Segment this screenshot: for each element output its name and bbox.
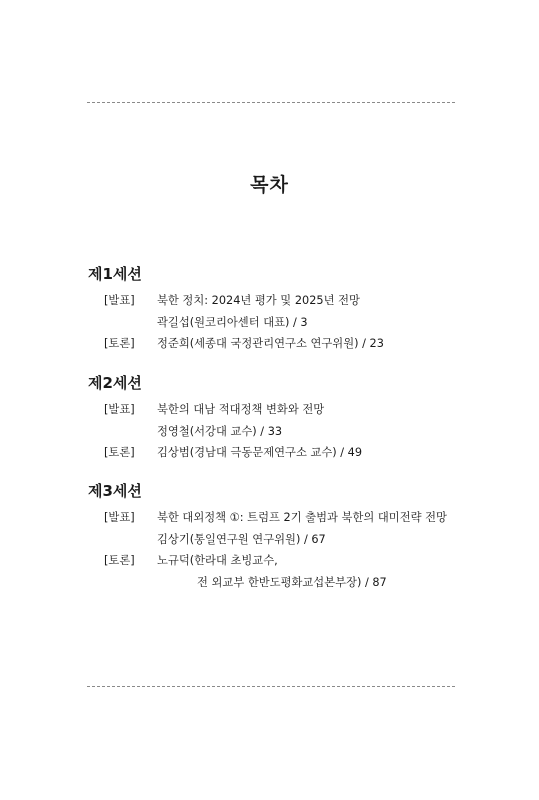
entry-title: 정준희(세종대 국정관리연구소 연구위원) / 23 bbox=[157, 337, 384, 350]
toc-entry-discussion[interactable] bbox=[88, 442, 488, 464]
session-title: 제3세션 bbox=[88, 482, 142, 500]
toc-entry-presentation[interactable] bbox=[88, 507, 488, 550]
entry-tag: [토론] bbox=[104, 446, 135, 459]
entry-tag: [발표] bbox=[104, 403, 135, 416]
entry-tag: [발표] bbox=[104, 511, 135, 524]
toc-entry-discussion[interactable] bbox=[88, 550, 488, 593]
entry-title: 노규덕(한라대 초빙교수, bbox=[157, 554, 278, 567]
toc-entry-presentation[interactable] bbox=[88, 399, 488, 442]
entry-title: 북한의 대남 적대정책 변화와 전망 bbox=[157, 403, 325, 416]
session-3 bbox=[88, 480, 488, 593]
entry-title: 김상범(경남대 극동문제연구소 교수) / 49 bbox=[157, 446, 363, 459]
session-title: 제2세션 bbox=[88, 374, 142, 392]
entry-tag: [발표] bbox=[104, 294, 135, 307]
session-1 bbox=[88, 263, 488, 355]
entry-author: 곽길섭(원코리아센터 대표) / 3 bbox=[157, 315, 308, 329]
entry-author: 김상기(통일연구원 연구위원) / 67 bbox=[157, 532, 326, 546]
entry-title: 북한 정치: 2024년 평가 및 2025년 전망 bbox=[157, 294, 360, 307]
entry-title: 북한 대외정책 ①: 트럼프 2기 출범과 북한의 대미전략 전망 bbox=[157, 511, 447, 524]
session-title: 제1세션 bbox=[88, 265, 142, 283]
top-dashed-divider bbox=[87, 102, 455, 103]
entry-author: 정영철(서강대 교수) / 33 bbox=[157, 424, 283, 438]
page-title: 목차 bbox=[250, 174, 289, 196]
toc-entry-presentation[interactable] bbox=[88, 290, 488, 333]
entry-author: 전 외교부 한반도평화교섭본부장) / 87 bbox=[197, 575, 387, 589]
entry-tag: [토론] bbox=[104, 554, 135, 567]
session-2 bbox=[88, 372, 488, 464]
toc-entry-discussion[interactable] bbox=[88, 333, 488, 355]
entry-tag: [토론] bbox=[104, 337, 135, 350]
bottom-dashed-divider bbox=[87, 686, 455, 687]
